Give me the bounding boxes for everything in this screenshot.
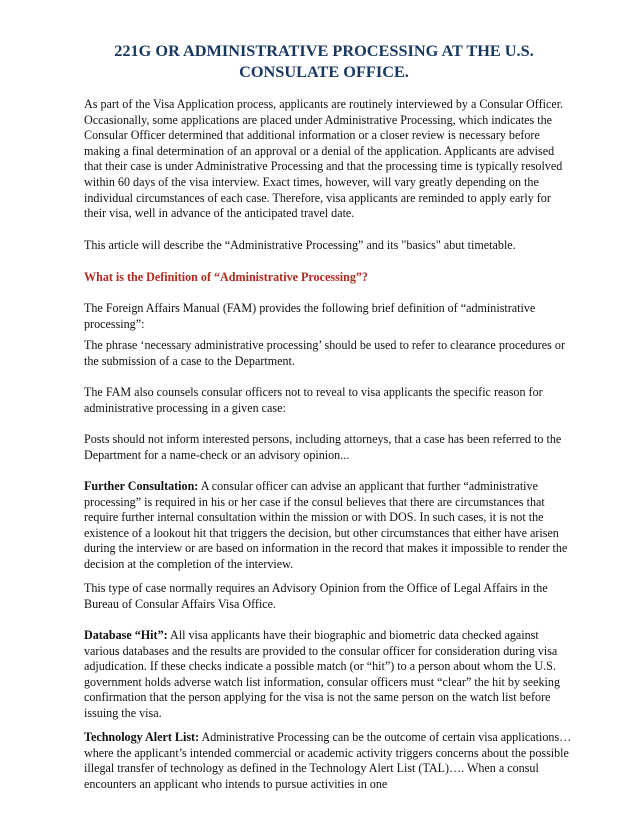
intro-paragraph: As part of the Visa Application process, applicants are routinely interviewed by a Consular Officer. Occasionally, some applications are placed under Administrative Processing, which indicates the Consular Officer determined that additional information or a closer review is necessary before making a final determination of an approval or a denial of the application. Applicants are advised that their case is under Administrative Processing and that the processing time is typically resolved within 60 days of the visa interview. Exact times, however, will vary greatly depending on the individual circumstances of each case. Therefore, visa applicants are reminded to apply early for their visa, well in advance of the anticipated travel date. [84, 97, 564, 221]
fam-counsel-paragraph: The FAM also counsels consular officers not to reveal to visa applicants the specific reason for administrative processing in a given case: [84, 385, 543, 415]
further-consultation-label: Further Consultation: [84, 479, 199, 493]
database-hit-text: All visa applicants have their biographic and biometric data checked against various databases and the results are provided to the consular officer for consideration during visa adjudication. If these checks indicate a possible match (or “hit”) to a person about whom the U.S. government holds adverse watch list information, consular officers must “clear” the hit by seeking confirmation that the person applying for the visa is not the same person on the watch list before issuing the visa. [84, 628, 560, 720]
definition-heading: What is the Definition of “Administrative Processing”? [84, 270, 368, 284]
further-consultation-paragraph [84, 479, 574, 573]
technology-alert-paragraph [84, 730, 574, 792]
article-note-paragraph: This article will describe the “Administrative Processing” and its "basics" abut timetable. [84, 238, 516, 252]
fam-intro-paragraph: The Foreign Affairs Manual (FAM) provides the following brief definition of “administrative processing”: [84, 301, 536, 331]
advisory-opinion-paragraph: This type of case normally requires an Advisory Opinion from the Office of Legal Affairs in the Bureau of Consular Affairs Visa Office. [84, 581, 548, 611]
fam-definition-paragraph: The phrase ‘necessary administrative processing’ should be used to refer to clearance procedures or the submission of a case to the Department. [84, 338, 565, 368]
database-hit-paragraph [84, 628, 574, 722]
technology-alert-label: Technology Alert List: [84, 730, 200, 744]
page-title: 221G OR ADMINISTRATIVE PROCESSING AT THE U.S. CONSULATE OFFICE. [114, 41, 534, 81]
technology-alert-text: Administrative Processing can be the outcome of certain visa applications…where the applicant’s intended commercial or academic activity triggers concerns about the possible illegal transfer of technology as defined in the Technology Alert List (TAL)…. When a consul encounters an applicant who intends to pursue activities in one [84, 730, 572, 791]
fam-quote-paragraph: Posts should not inform interested persons, including attorneys, that a case has been referred to the Department for a name-check or an advisory opinion... [84, 432, 562, 462]
database-hit-label: Database “Hit”: [84, 628, 168, 642]
further-consultation-text: A consular officer can advise an applicant that further “administrative processing” is required in his or her case if the consul believes that there are circumstances that require further internal consultation within the mission or with DOS. In such cases, it is not the existence of a lookout hit that triggers the decision, but other circumstances that either have arisen during the interview or are based on information in the record that makes it impossible to render the decision at the completion of the interview. [84, 479, 568, 571]
